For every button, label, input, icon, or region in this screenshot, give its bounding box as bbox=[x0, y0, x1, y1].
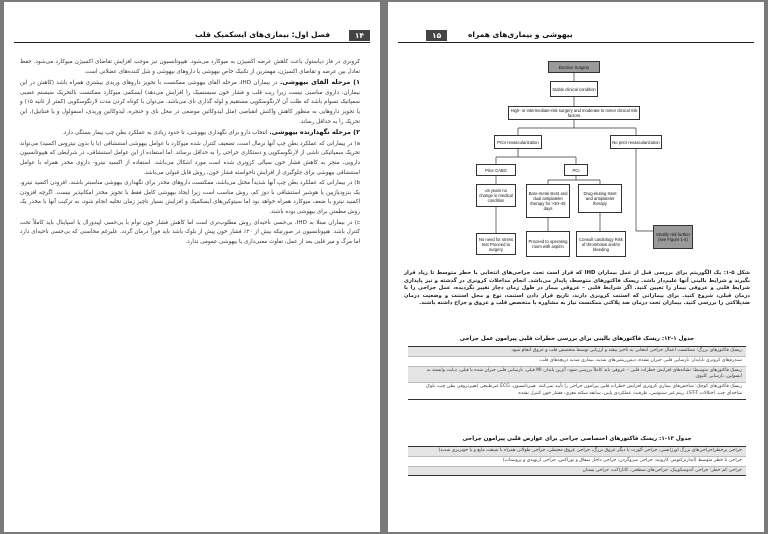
right-page bbox=[388, 2, 764, 532]
flow-node-stratify-risk: Stratify risk further (see Figure 1-4) bbox=[653, 225, 693, 249]
section-2-heading: ۲) مرحله نگهدارنده بیهوشی. bbox=[269, 128, 360, 137]
section-2-text: انتخاب دارو برای نگهداری بیهوشی، تا حدود زیادی به عملکرد بطن چپ بیمار بستگی دارد. bbox=[61, 130, 268, 137]
flow-node-no-stress-test: No need for stress test Proceed to surgery bbox=[476, 233, 516, 255]
flow-node-drug-eluting-stent: Drug-eluting stent and antiplatelet therapy bbox=[578, 184, 622, 213]
flow-node-risk-surgery: High- or intermediate-risk surgery and moderate to minor clinical risk factors bbox=[508, 106, 640, 120]
flow-node-pci: PCI bbox=[564, 164, 588, 176]
flow-node-stable-condition: Stable clinical condition bbox=[550, 81, 598, 97]
table-row: ریسک فاکتورهای کوچک: شاخص‌های بیماری کرونری افزایش خطرات قلبی پیرامون جراحی را تأیید نمی‌کنند. هیپرتانسیون، ECG غیرطبیعی (هیپرتروفی بطن چپ، بلوک شاخه‌ای چپ، اختلالات ST-T)، ریتم غیر سینوسی، ظرفیت عملکردی پایین، سابقه سکته مغزی، فشار خون کنترل نشده. bbox=[425, 384, 742, 396]
table-2-title: جدول ۱۳-۱: ریسک فاکتورهای اختصاصی جراحی برای عوارض قلبی پیرامون جراحی bbox=[462, 436, 692, 442]
flowchart bbox=[388, 2, 764, 272]
intro-paragraph: کرونری در فاز دیاستول باعث کاهش عرضه اکسیژن به میوکارد می‌شود. هیپوتانسیون نیز موجب افزایش تقاضای اکسیژن میوکارد می‌شود. حفظ تعادل بین عرضه و تقاضای اکسیژن، مهمترین از تکنیک خاص بیهوشی یا داروهای بیهوشی و شل کننده‌های عضلانی است. bbox=[20, 59, 360, 75]
table-row: جراحی پرخطر(جراحی‌های بزرگ اورژانسی، جراحی آئورت یا دیگر عروق بزرگ، جراحی عروق محیطی، جراحی طولانی همراه با شیفت مایع و یا خونریزی شدید) bbox=[408, 447, 746, 457]
figure-caption: شکل ۵-۱: یک الگوریتم برای بررسی قبل از عمل بیماران IHD که قرار است تحت جراحی‌های انتخابی با خطر متوسط تا زیاد قرار بگیرند و شرایط بالینی آنها علیم‌دار باشد. ریسک فاکتورهای متوسط، پایدار می‌باشد. انجام مداخلات کرونری در گذشته و نیز پایداری شرایط قلبی و عروقی بیمار را تعیین کنید. اگر شرایط قلبی – عروقی بیمار در طول زمان دچار تغییر نگردیده، عمل جراحی را با درمان قبلی، شروع کنید. برای بیمارانی که استنت کرونری دارند، تاریخ قرار دادن استنت، نوع و محل استنت و وضعیت درمان ضدپلاکتی را بررسی کنید. بیماران تحت درمان ضد پلاکتی ممکنست نیاز به مشاوره با متخصص قلب و عروق و جراح داشته باشند. bbox=[404, 270, 750, 307]
table-row: جراحی با خطر متوسط (اندارترکتومی کاروتید، جراحی سروگردن، جراحی داخل صفاق و توراکس، جراحی ارتوپدی و پروستات) bbox=[408, 457, 746, 467]
table-row: ریسک فاکتورهای بزرگ: ممکنست اعمال جراحی انتخابی به تأخیر بیفتد و ارزیابی توسط متخصص قلب و عروق انجام شود. bbox=[408, 347, 746, 357]
flow-node-consult-cardiology: Consult cardiology Risk of thrombosis and/or bleeding bbox=[576, 231, 626, 257]
flow-node-elective-surgery: Elective Surgery bbox=[548, 61, 600, 73]
section-1-text: در بیماران IHD، مرحله القای بیهوشی ممکنست با تجویز داروهای وریدی بیشتری همراه باشد (کاهش در این بیماران، داروی مناسبی نیست زیرا ریت قلب و فشار خون سیستمیک را افزایش می‌دهد) ایسکمی میوکارد ممکنست بالتحریک سیستم عصبی سمپاتیک تسوام باشد که طلت آن لارنگوسکوپی مستقیم و لوله گذاری نای می‌باشد. می‌توان با کوتاه کردن مدت لارنگوسکوپی (کمتر از ثانیه ۱۵) و یا تجویز داروهایی به منظور کاهش واکنش انقباضی (مثل لیدوکائین موضعی در محل نای و حنجره، لیدوکائین وریدی، اسمولول و یا فنتانیل)، این تحریک را به حداقل رساند. bbox=[20, 80, 360, 125]
item-a-paragraph: a) در بیمارانی که عملکرد بطن چپ آنها نرمال است، تضعیف کنترل شده میوکارد با عوامل بیهوشی استنشاقی (با یا بدون نیتروس اکسید) می‌تواند تحریک سمپاتیکی ناشی از لارنگوسکوپی و دستکاری جراحی را به حداقل برساند. اما استفاده از این عوامل استنشاقی، در شرایطی که هیپوتانسیون دارویی، منجر به کاهش فشار خون سیالی کرونری شده است مورد اشکال می‌باشد. استفاده از اکسید نیترو- داروی مخدر همراه با عوامل استنشاقی بیهوشی برای جلوگیری از افزایش ناخواسته فشار خون، روش قابل قبولی می‌باشد. bbox=[20, 140, 360, 176]
running-title: بیهوشی و بیماری‌های همراه bbox=[468, 30, 573, 39]
flow-node-prior-revasc: Prior revascularization bbox=[494, 135, 542, 149]
flow-node-no-prior-revasc: No prior revascularization bbox=[610, 135, 662, 149]
left-page-body bbox=[20, 58, 360, 248]
flow-node-bare-metal-stent: Bare-metal stent and dual antiplatelet therapy for >30–45 days bbox=[526, 184, 570, 218]
flow-node-proceed-with-aspirin: Proceed to operating room with aspirin bbox=[526, 231, 570, 257]
table-1 bbox=[408, 346, 746, 400]
section-1-heading: ۱) مرحله القای بیهوشی. bbox=[279, 78, 360, 87]
item-c-paragraph: c) در بیماران مبتلا به IHD، بی‌حسی ناحیه‌ای روش مطلوب‌تری است اما کاهش فشار خون توأم با بی‌حسی اپیدورال یا اسپاینال باید کاملاً تحت کنترل باشد. هیپوتانسیون در صورتیکه بیش از ۲۰٪ فشار خون پیش از بلوک باشد باید فوراً درمان گردد. علیرغم محاسنی که بی‌حسی ناحیه‌ای دارد اما مرگ و میر قلبی بعد از عمل، تفاوت معنی‌داری با بیهوشی عمومی ندارد. bbox=[20, 219, 361, 245]
chapter-title: فصل اول: بیماری‌های ایسکمیک قلب bbox=[194, 30, 330, 39]
table-1-title: جدول ۱-۱۲: ریسک فاکتورهای بالینی برای بررسی خطرات قلبی پیرامون عمل جراحی bbox=[459, 336, 695, 342]
flow-node-five-years: ≤5 years no change in medical condition bbox=[476, 184, 516, 207]
left-page-header bbox=[14, 30, 370, 43]
page-number: ۱۵ bbox=[426, 30, 447, 41]
table-row: ریسک فاکتورهای متوسط: نشانه‌های افزایش خطرات قلبی – عروقی باید کاملاً بررسی شود. آنژین پایدار، MI قبلی، نارسایی قلبی جبران شده یا قبلی، دیابت وابسته به انسولین، نارسایی کلیوی. bbox=[408, 367, 746, 384]
page-number: ۱۴ bbox=[349, 30, 370, 41]
table-row: جراحی کم خطر: جراحی آندوسکوپیک، جراحی‌های سطحی، کاتاراکت، جراحی پستان bbox=[408, 467, 746, 476]
flow-node-prior-cabg: Prior CABG bbox=[476, 164, 516, 176]
left-page bbox=[4, 2, 380, 532]
item-b-paragraph: b) در بیمارانی که عملکرد بطن چپ آنها شدیداً مختل می‌باشد، ممکنست داروهای مخدر برای نگهداری بیهوشی مناسبتر باشند. افزودن اکسید نیترو، یک بنزودیازپین یا هوشبر استنشاقی با دوز کم، روش مناسب است زیرا ایجاد بیهوشی کامل فقط با تجویز مخدر امکانپذیر نیست. اگرچه افزودن اکسید نیترو با ضعف میوکارد همراه خواهد بود اما سیتوکین‌های ایسکمیک و افزایش بسیار ناچیز زمان تخلیه انجام شود، به ترکیب آنها با مخدر یک روش مطمئن برای بیهوشی بوده باشند. bbox=[20, 180, 360, 215]
table-row: سندرم‌های کرونری ناپایدار: نارسایی قلبی جبران نشده، دیس‌ریتمی‌های شدید، بیماری شدید دریچه‌های قلب. bbox=[408, 357, 746, 367]
table-2 bbox=[408, 446, 746, 476]
